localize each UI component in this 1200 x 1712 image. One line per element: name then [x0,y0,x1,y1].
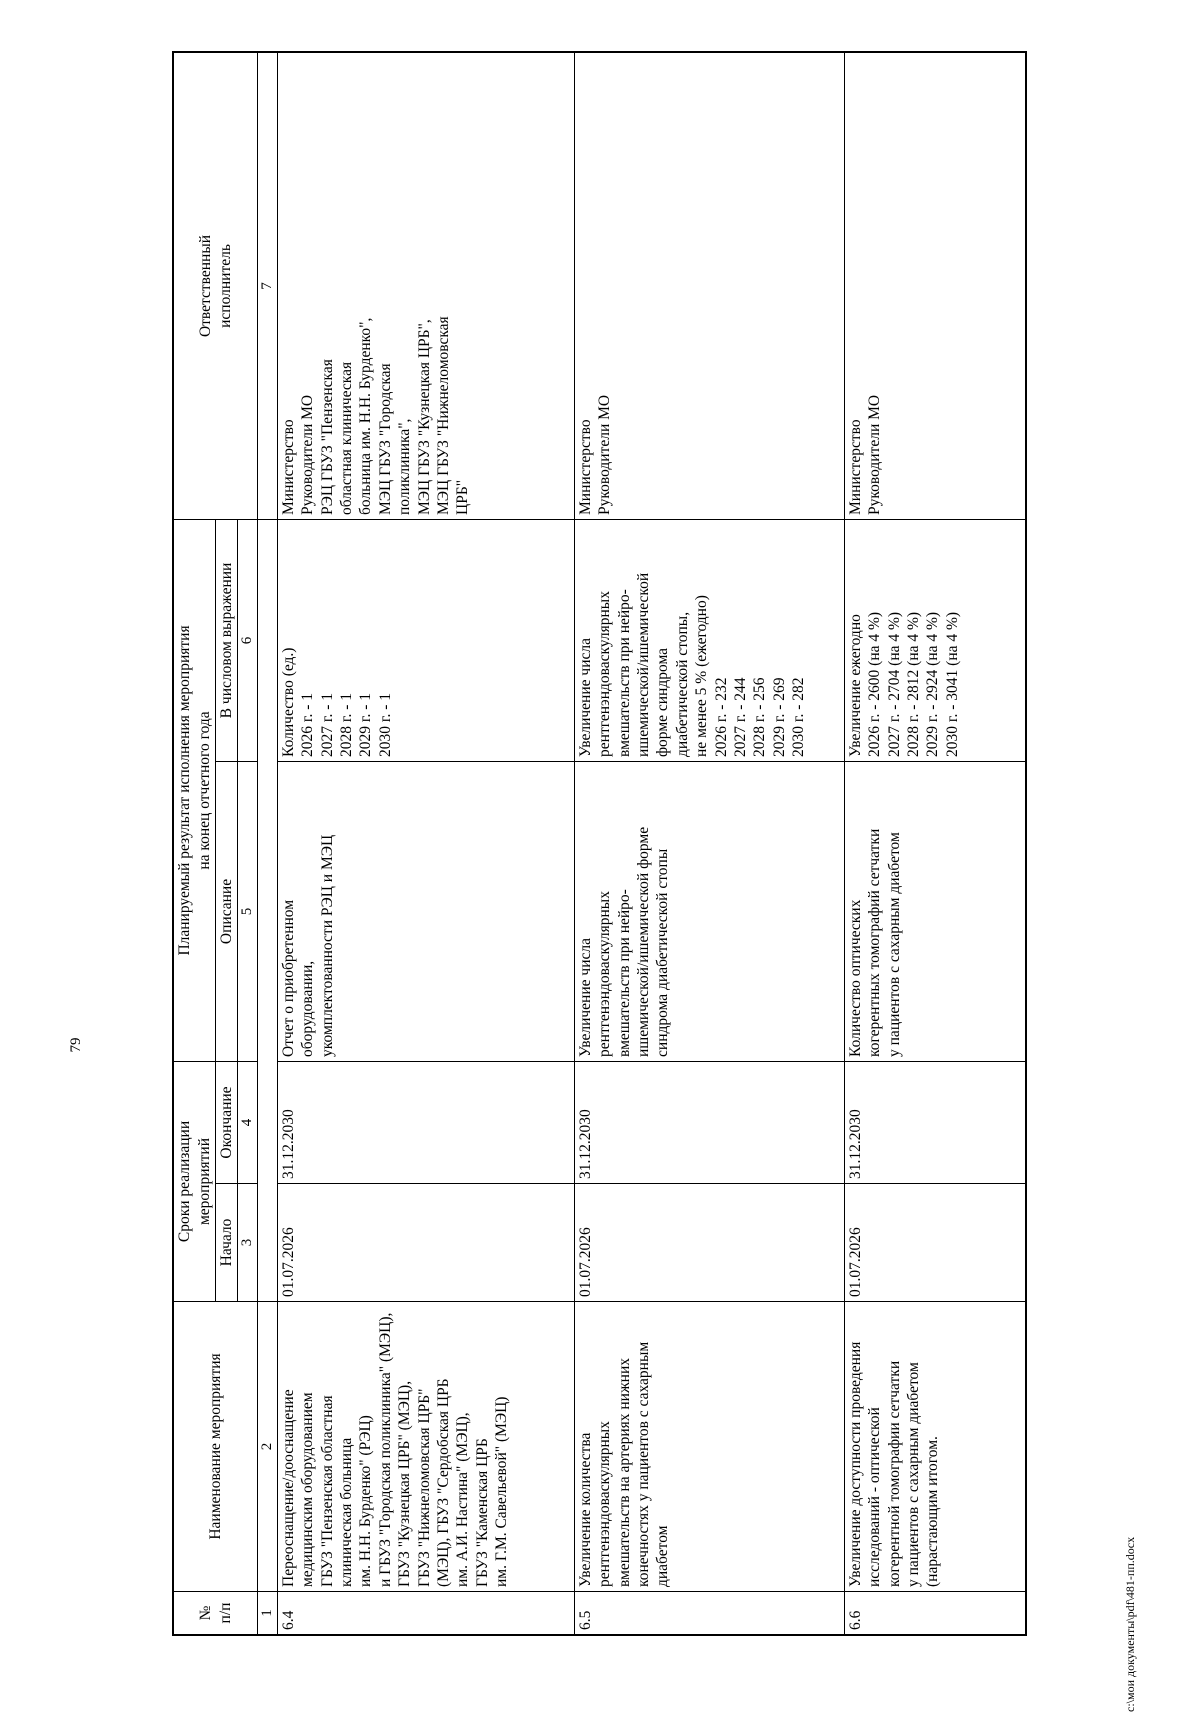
row-numeric: Увеличение ежегодно 2026 г. - 2600 (на 4 %) 2027 г. - 2704 (на 4 %) 2028 г. - 2812 (на 4 %) 2029 г. - 2924 (на 4 %) 2030 г. - 3041 (на 4 %) [844,519,1025,761]
header-start: Начало [216,1184,238,1302]
colnum-2: 2 [258,1302,278,1592]
row-responsible: Министерство Руководители МО РЭЦ ГБУЗ "Пензенская областная клиническая больница им. Н.Н. Бурденко", МЭЦ ГБУЗ "Городская поликлиника", МЭЦ ГБУЗ "Кузнецкая ЦРБ", МЭЦ ГБУЗ "Нижнеломовская ЦРБ" [277,52,574,519]
rotated-table-container [173,53,1026,1635]
colnum-1: 1 [258,1592,278,1635]
colnum-3: 3 [238,1184,258,1302]
row-num: 6.6 [844,1592,1025,1635]
column-number-row-main [258,52,278,1634]
row-num: 6.5 [574,1592,844,1635]
row-description: Увеличение числа рентгенэндоваскулярных вмешательств при нейро- ишемической/ишемической форме синдрома диабетической стопы [574,761,844,1061]
row-start: 01.07.2026 [277,1184,574,1302]
colnum-6: 6 [238,519,258,761]
row-end: 31.12.2030 [574,1061,844,1183]
header-responsible: Ответственный исполнитель [174,52,258,519]
header-result: Планируемый результат исполнения мероприятия на конец отчетного года [174,519,216,1061]
row-description: Количество оптических когерентных томографий сетчатки у пациентов с сахарным диабетом [844,761,1025,1061]
row-numeric: Увеличение числа рентгенэндоваскулярных вмешательств при нейро- ишемической/ишемической форме синдрома диабетической стопы, не менее 5 % (ежегодно) 2026 г. - 232 2027 г. - 244 2028 г. - 256 2029 г. - 269 2030 г. - 282 [574,519,844,761]
header-num: № п/п [174,1592,258,1635]
row-end: 31.12.2030 [844,1061,1025,1183]
colnum-7: 7 [258,52,278,519]
row-name: Увеличение количества рентгенэндоваскулярных вмешательств на артериях нижних конечностях у пациентов с сахарным диабетом [574,1302,844,1592]
header-terms: Сроки реализации мероприятий [174,1061,216,1301]
colnum-5: 5 [238,761,258,1061]
row-start: 01.07.2026 [844,1184,1025,1302]
row-end: 31.12.2030 [277,1061,574,1183]
table-row [844,52,1025,1634]
table-row [277,52,574,1634]
row-responsible: Министерство Руководители МО [574,52,844,519]
row-start: 01.07.2026 [574,1184,844,1302]
header-description: Описание [216,761,238,1061]
measures-table [173,52,1026,1635]
header-row-1 [174,52,216,1634]
row-name: Увеличение доступности проведения исследований - оптической когерентной томографии сетчатки у пациентов с сахарным диабетом (нарастающим итогом. [844,1302,1025,1592]
row-responsible: Министерство Руководители МО [844,52,1025,519]
row-name: Переоснащение/дооснащение медицинским оборудованием ГБУЗ "Пензенская областная клиническая больница им. Н.Н. Бурденко" (РЭЦ) и ГБУЗ "Городская поликлиника" (МЭЦ), ГБУЗ "Кузнецкая ЦРБ" (МЭЦ), ГБУЗ "Нижнеломовская ЦРБ" (МЭЦ), ГБУЗ "Сердобская ЦРБ им. А.И. Настина" (МЭЦ), ГБУЗ "Каменская ЦРБ им. Г.М. Савельевой" (МЭЦ) [277,1302,574,1592]
row-description: Отчет о приобретенном оборудовании, укомплектованности РЭЦ и МЭЦ [277,761,574,1061]
table-row [574,52,844,1634]
page-number: 79 [68,1037,84,1053]
row-numeric: Количество (ед.) 2026 г. - 1 2027 г. - 1 2028 г. - 1 2029 г. - 1 2030 г. - 1 [277,519,574,761]
header-end: Окончание [216,1061,238,1183]
footer-file-path: c:\мои документы\pdf\481-пп.docx [1123,1536,1137,1712]
header-numeric: В числовом выражении [216,519,238,761]
header-name: Наименование мероприятия [174,1302,258,1592]
colnum-spacer [258,519,278,1301]
colnum-4: 4 [238,1061,258,1183]
row-num: 6.4 [277,1592,574,1635]
